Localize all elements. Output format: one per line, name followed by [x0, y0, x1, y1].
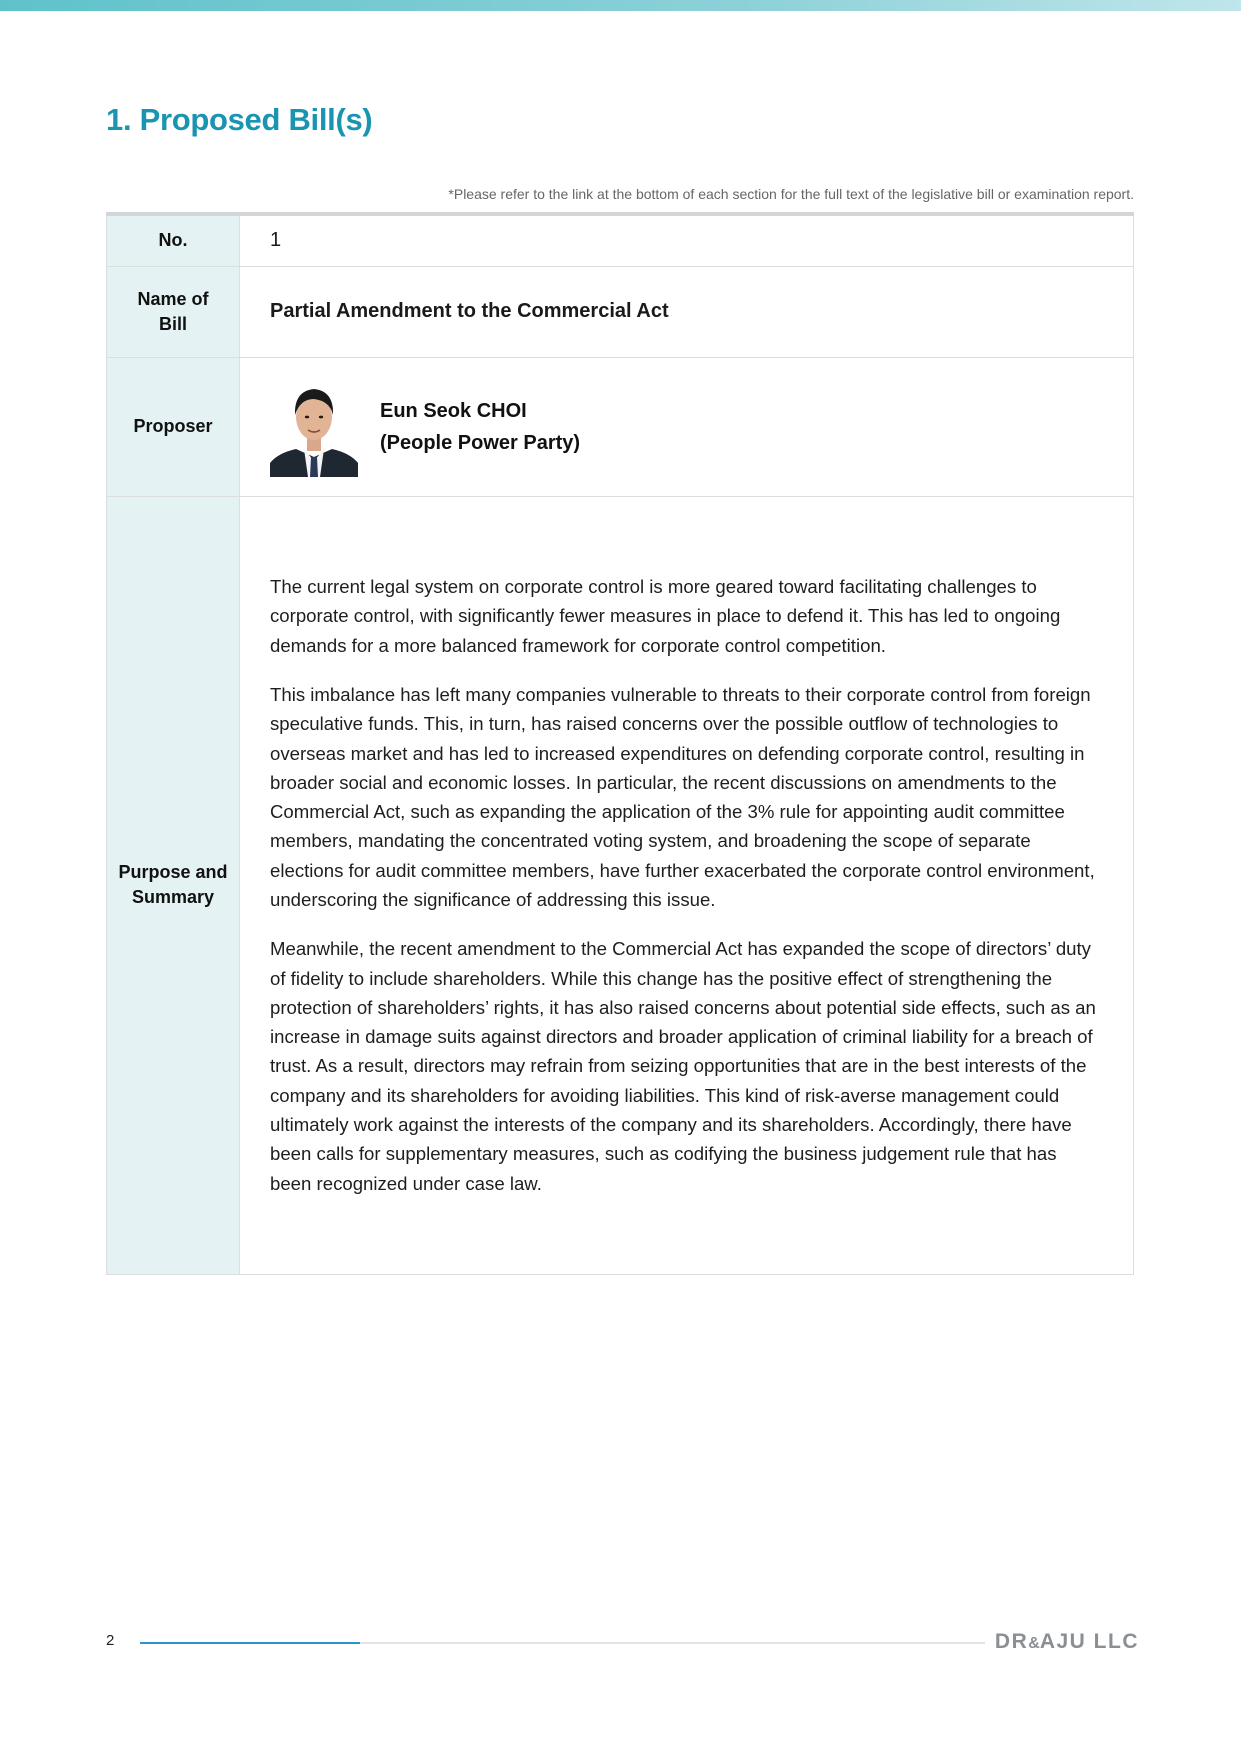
logo-text-aju: AJU LLC [1039, 1630, 1139, 1653]
summary-paragraph-2: This imbalance has left many companies vulnerable to threats to their corporate control from foreign speculative funds. This, in turn, has raised concerns over the possible outflow of technologies to overseas market and has led to increased expenditures on defending corporate control, resulting in broader social and economic losses. In particular, the recent discussions on amendments to the Commercial Act, such as expanding the application of the 3% rule for appointing audit committee members, mandating the concentrated voting system, and broadening the scope of separate elections for audit committee members, have further exacerbated the corporate control environment, underscoring the significance of addressing this issue. [270, 683, 1095, 910]
page-number: 2 [106, 1632, 115, 1649]
proposer-cell [240, 357, 1134, 496]
summary-cell [240, 496, 1134, 1274]
table-row-name [107, 266, 1134, 357]
proposer-text [380, 395, 580, 459]
reference-note: *Please refer to the link at the bottom of each section for the full text of the legislative bill or examination report. [448, 186, 1134, 202]
summary-label-line2: Summary [131, 887, 215, 907]
logo-text-dr: DR [994, 1630, 1029, 1653]
bill-name-value: Partial Amendment to the Commercial Act [240, 266, 1134, 357]
proposer-name: Eun Seok CHOI [380, 399, 527, 422]
logo-ampersand: & [1028, 1635, 1040, 1652]
summary-label [107, 496, 240, 1274]
proposer-label: Proposer [107, 357, 240, 496]
section-title: 1. Proposed Bill(s) [106, 102, 373, 137]
table-row-no [107, 214, 1134, 266]
table-row-summary [107, 496, 1134, 1274]
name-label-line2: Bill [158, 313, 187, 334]
summary-paragraph-1: The current legal system on corporate control is more geared toward facilitating challenges to corporate control, with significantly fewer measures in place to defend it. This has led to ongoing demands for a more balanced framework for corporate control competition. [270, 576, 1061, 656]
footer-progress-fill [140, 1642, 360, 1644]
top-accent-bar [0, 0, 1241, 11]
proposer-info [270, 377, 1103, 477]
no-value: 1 [240, 214, 1134, 266]
bill-table [106, 212, 1134, 1275]
table-row-proposer [107, 357, 1134, 496]
name-label [107, 266, 240, 357]
name-label-line1: Name of [137, 288, 209, 309]
proposer-photo [270, 377, 358, 477]
summary-label-line1: Purpose and [118, 862, 228, 882]
summary-paragraph-3: Meanwhile, the recent amendment to the Commercial Act has expanded the scope of directors’ duty of fidelity to include shareholders. While this change has the positive effect of strengthening the protection of shareholders’ rights, it has also raised concerns about potential side effects, such as an increase in damage suits against directors and broader application of criminal liability for a breach of trust. As a result, directors may refrain from seizing opportunities that are in the best interests of the company and its shareholders for avoiding liabilities. This kind of risk-averse management could ultimately work against the interests of the company and its shareholders. Accordingly, there have been calls for supplementary measures, such as codifying the business judgement rule that has been recognized under case law. [270, 938, 1096, 1194]
footer-progress-track [140, 1642, 985, 1644]
firm-logo [995, 1630, 1139, 1654]
proposer-party: (People Power Party) [380, 431, 581, 454]
no-label: No. [107, 214, 240, 266]
